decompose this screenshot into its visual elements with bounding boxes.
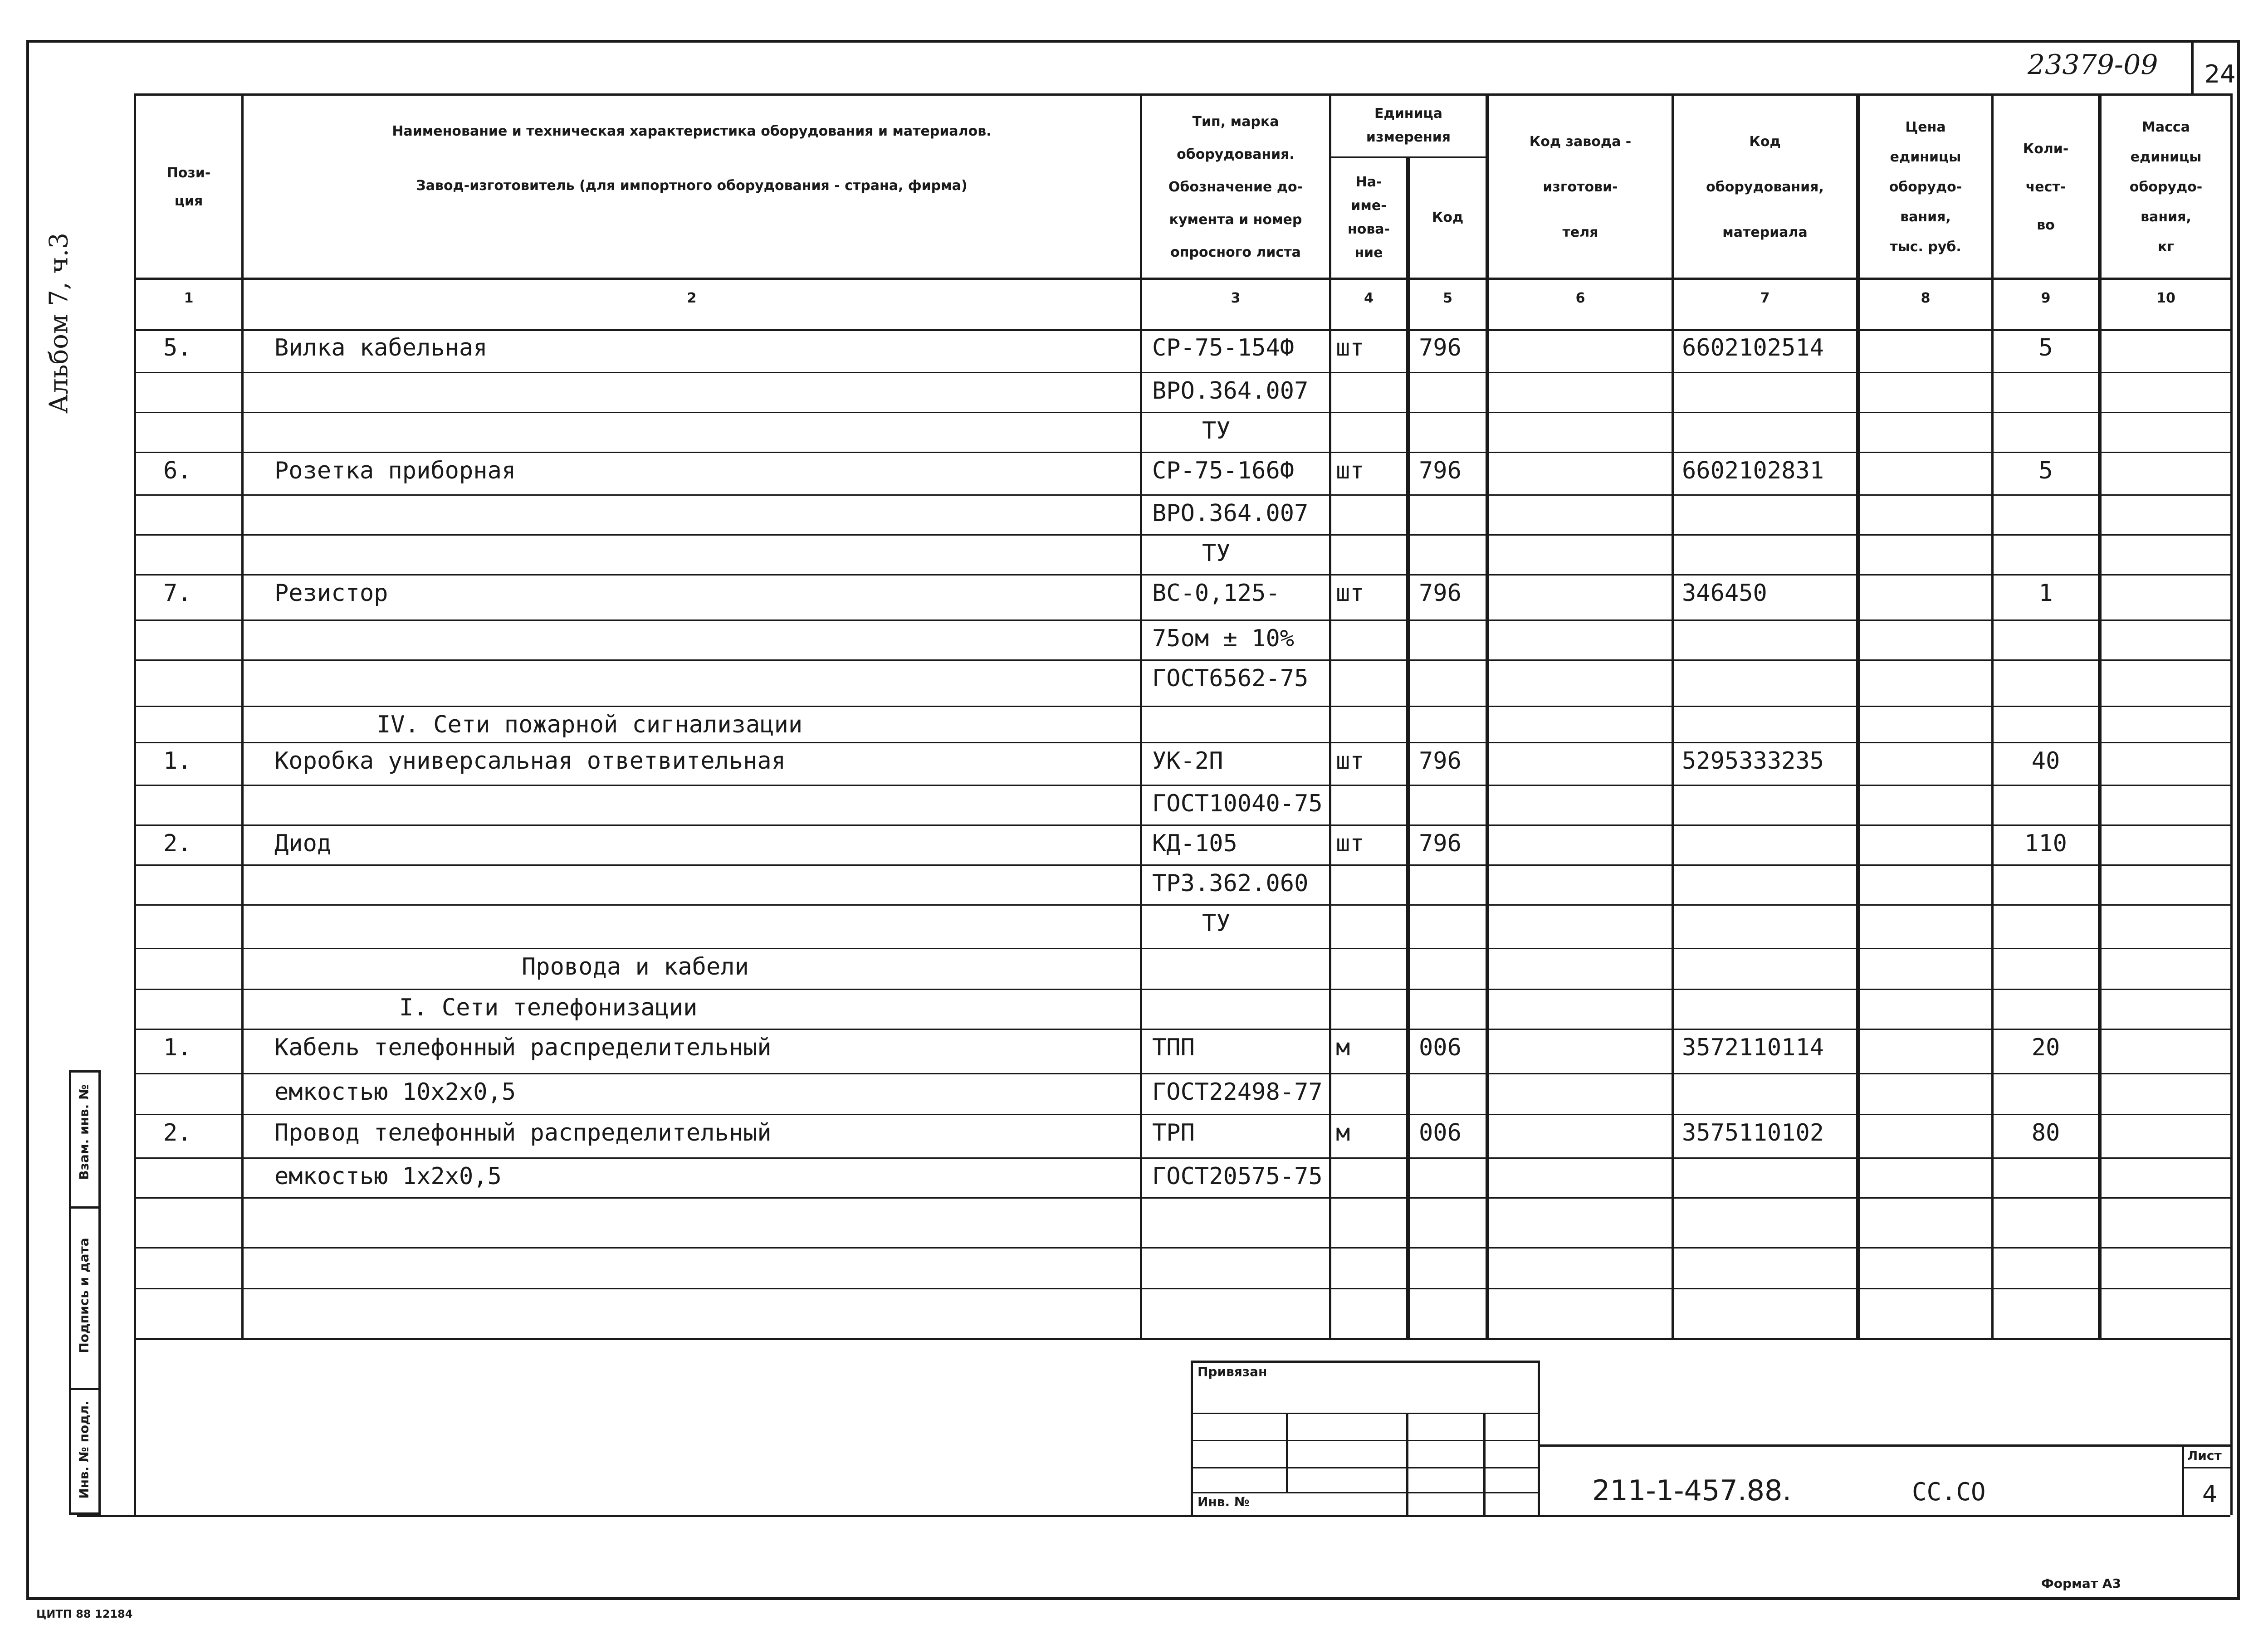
colnum-6: 6	[1575, 290, 1585, 306]
cell-unit: м	[1336, 1034, 1350, 1061]
cell-type: ТРЗ.362.060	[1152, 870, 1309, 897]
cell-type: ВРО.364.007	[1152, 500, 1309, 527]
colnum-8: 8	[1921, 290, 1931, 306]
row-line	[134, 1029, 2230, 1030]
cell-type: ТУ	[1202, 417, 1231, 444]
table-bottom-border	[134, 1338, 2230, 1340]
row-line	[134, 989, 2230, 990]
document-code: СС.СО	[1912, 1478, 1986, 1506]
cell-type: ТУ	[1202, 540, 1231, 567]
cell-name: Провода и кабели	[522, 953, 749, 980]
cell-unit-code: 796	[1419, 830, 1461, 857]
header-maker-code: Код завода - изготови- теля	[1529, 133, 1632, 240]
row-line	[134, 742, 2230, 743]
header-mass: Масса единицы оборудо- вания, кг	[2129, 119, 2203, 255]
row-line	[134, 1114, 2230, 1115]
row-line	[134, 1157, 2230, 1159]
cell-position: 5.	[163, 334, 192, 361]
colnum-1: 1	[184, 290, 194, 306]
title-block-top	[1540, 1444, 2230, 1447]
side-label-replaced-inv: Взам. инв. №	[76, 1084, 92, 1180]
cell-equipment-code: 3572110114	[1682, 1034, 1824, 1061]
row-line	[134, 948, 2230, 949]
cell-quantity: 80	[2031, 1119, 2060, 1146]
cell-unit-code: 006	[1419, 1034, 1461, 1061]
bound-vline-1	[1286, 1413, 1288, 1492]
cell-unit: шт	[1336, 334, 1364, 361]
colnum-7: 7	[1760, 290, 1770, 306]
cell-position: 1.	[163, 1034, 192, 1061]
cell-position: 2.	[163, 1119, 192, 1146]
header-type: Тип, марка оборудования. Обозначение до- кумента и номер опросного листа	[1168, 113, 1303, 260]
cell-quantity: 5	[2038, 457, 2053, 484]
sheet-label: Лист	[2187, 1448, 2222, 1463]
header-quantity: Коли- чест- во	[2023, 141, 2069, 233]
cell-quantity: 5	[2038, 334, 2053, 361]
cell-type: ГОСТ10040-75	[1152, 790, 1323, 817]
row-line	[134, 1197, 2230, 1199]
header-name: Наименование и техническая характеристика оборудования и материалов. Завод-изготовитель (для импортного оборудования - страна, фирма)	[392, 123, 992, 194]
cell-position: 2.	[163, 830, 192, 857]
row-line	[134, 534, 2230, 536]
sheet-value: 4	[2202, 1481, 2218, 1508]
page-number-divider	[2191, 40, 2194, 93]
album-label: Альбом 7, ч.3	[44, 233, 74, 414]
page-number: 24	[2204, 60, 2236, 88]
header-position: Пози- ция	[166, 165, 211, 209]
format-label: Формат А3	[2041, 1576, 2121, 1591]
bound-line-4	[1191, 1492, 1540, 1493]
row-line	[134, 706, 2230, 707]
col-line-5	[1486, 93, 1489, 1338]
cell-type: ТПП	[1152, 1034, 1195, 1061]
bound-line-3	[1191, 1467, 1540, 1468]
bound-stamp-box	[1191, 1361, 1540, 1515]
cell-name: Кабель телефонный распределительный	[274, 1034, 772, 1061]
cell-type: ГОСТ6562-75	[1152, 665, 1309, 692]
cell-unit: шт	[1336, 747, 1364, 775]
cell-name: емкостью 1х2х0,5	[274, 1163, 502, 1190]
cell-type: ВС-0,125-	[1152, 580, 1280, 607]
cell-type: ГОСТ20575-75	[1152, 1163, 1323, 1190]
cell-name: Диод	[274, 830, 332, 857]
row-line	[134, 372, 2230, 373]
col-line-8	[1991, 93, 1994, 1338]
row-line	[134, 904, 2230, 906]
cell-equipment-code: 346450	[1682, 580, 1767, 607]
cell-type: КД-105	[1152, 830, 1237, 857]
cell-equipment-code: 6602102514	[1682, 334, 1824, 361]
col-line-9	[2098, 93, 2102, 1338]
cell-type: ТРП	[1152, 1119, 1195, 1146]
cell-quantity: 110	[2024, 830, 2067, 857]
col-line-1	[241, 93, 244, 1338]
row-line	[134, 412, 2230, 413]
side-label-signature: Подпись и дата	[76, 1238, 92, 1353]
cell-name: Розетка приборная	[274, 457, 516, 484]
side-label-original-inv: Инв. № подл.	[76, 1400, 92, 1499]
cell-type: СР-75-166Ф	[1152, 457, 1295, 484]
inventory-mark: 23379-09	[2028, 49, 2158, 81]
cell-type: УК-2П	[1152, 747, 1223, 775]
cell-name: IV. Сети пожарной сигнализации	[376, 711, 803, 738]
header-unit-name: На- име- нова- ние	[1347, 174, 1390, 261]
bound-label: Привязан	[1198, 1364, 1267, 1379]
cell-type: ТУ	[1202, 910, 1231, 937]
cell-name: Резистор	[274, 580, 388, 607]
sheet-cell-line	[2182, 1444, 2184, 1515]
cell-quantity: 1	[2038, 580, 2053, 607]
col-line-6	[1672, 93, 1674, 1338]
cell-unit: шт	[1336, 580, 1364, 607]
cell-position: 7.	[163, 580, 192, 607]
cell-unit-code: 796	[1419, 457, 1461, 484]
header-bottom-border	[134, 278, 2230, 280]
header-unit-code: Код	[1432, 210, 1464, 225]
col-line-3	[1329, 93, 1331, 1338]
colnum-3: 3	[1231, 290, 1241, 306]
cell-unit-code: 006	[1419, 1119, 1461, 1146]
row-line	[134, 785, 2230, 786]
cell-name: Провод телефонный распределительный	[274, 1119, 772, 1146]
cell-type: СР-75-154Ф	[1152, 334, 1295, 361]
bound-line-1	[1191, 1413, 1540, 1414]
cell-unit: м	[1336, 1119, 1350, 1146]
cell-position: 1.	[163, 747, 192, 775]
cell-unit-code: 796	[1419, 747, 1461, 775]
sheet-cell-split	[2182, 1467, 2230, 1468]
col-line-2	[1140, 93, 1142, 1338]
document-number: 211-1-457.88.	[1592, 1474, 1792, 1507]
inv-label: Инв. №	[1198, 1494, 1250, 1509]
row-line	[134, 452, 2230, 453]
bound-vline-2	[1406, 1413, 1408, 1515]
cell-name: емкостью 10х2х0,5	[274, 1078, 516, 1106]
cell-quantity: 40	[2031, 747, 2060, 775]
colnum-4: 4	[1364, 290, 1374, 306]
cell-name: Вилка кабельная	[274, 334, 488, 361]
cell-type: ГОСТ22498-77	[1152, 1078, 1323, 1106]
numbers-row-border	[134, 329, 2230, 331]
table-top-border	[134, 93, 2230, 96]
col-line-0	[134, 93, 136, 1515]
row-line	[134, 494, 2230, 496]
cell-unit: шт	[1336, 830, 1364, 857]
cell-unit-code: 796	[1419, 580, 1461, 607]
row-line	[134, 864, 2230, 866]
cell-position: 6.	[163, 457, 192, 484]
colnum-10: 10	[2156, 290, 2175, 306]
bound-vline-3	[1483, 1413, 1486, 1515]
cell-equipment-code: 5295333235	[1682, 747, 1824, 775]
row-line	[134, 1288, 2230, 1289]
col-line-4	[1406, 156, 1410, 1338]
row-line	[134, 574, 2230, 576]
row-line	[134, 824, 2230, 826]
row-line	[134, 1247, 2230, 1249]
colnum-2: 2	[687, 290, 697, 306]
col-line-10	[2230, 93, 2233, 1515]
header-equipment-code: Код оборудования, материала	[1706, 133, 1824, 240]
header-unit: Единица измерения	[1366, 106, 1451, 145]
row-line	[134, 1073, 2230, 1074]
cell-equipment-code: 6602102831	[1682, 457, 1824, 484]
row-line	[134, 659, 2230, 661]
cell-unit: шт	[1336, 457, 1364, 484]
header-price: Цена единицы оборудо- вания, тыс. руб.	[1889, 119, 1962, 255]
cell-quantity: 20	[2031, 1034, 2060, 1061]
cell-type: ВРО.364.007	[1152, 377, 1309, 405]
bound-line-2	[1191, 1440, 1540, 1441]
sheet-bottom-border	[77, 1515, 2230, 1517]
cell-type: 75ом ± 10%	[1152, 625, 1295, 652]
cell-name: Коробка универсальная ответвительная	[274, 747, 786, 775]
row-line	[134, 619, 2230, 621]
cell-unit-code: 796	[1419, 334, 1461, 361]
bottom-stamp: ЦИТП 88 12184	[36, 1608, 133, 1620]
cell-name: I. Сети телефонизации	[399, 994, 698, 1021]
col-line-7	[1856, 93, 1860, 1338]
cell-equipment-code: 3575110102	[1682, 1119, 1824, 1146]
colnum-9: 9	[2041, 290, 2051, 306]
colnum-5: 5	[1443, 290, 1452, 306]
